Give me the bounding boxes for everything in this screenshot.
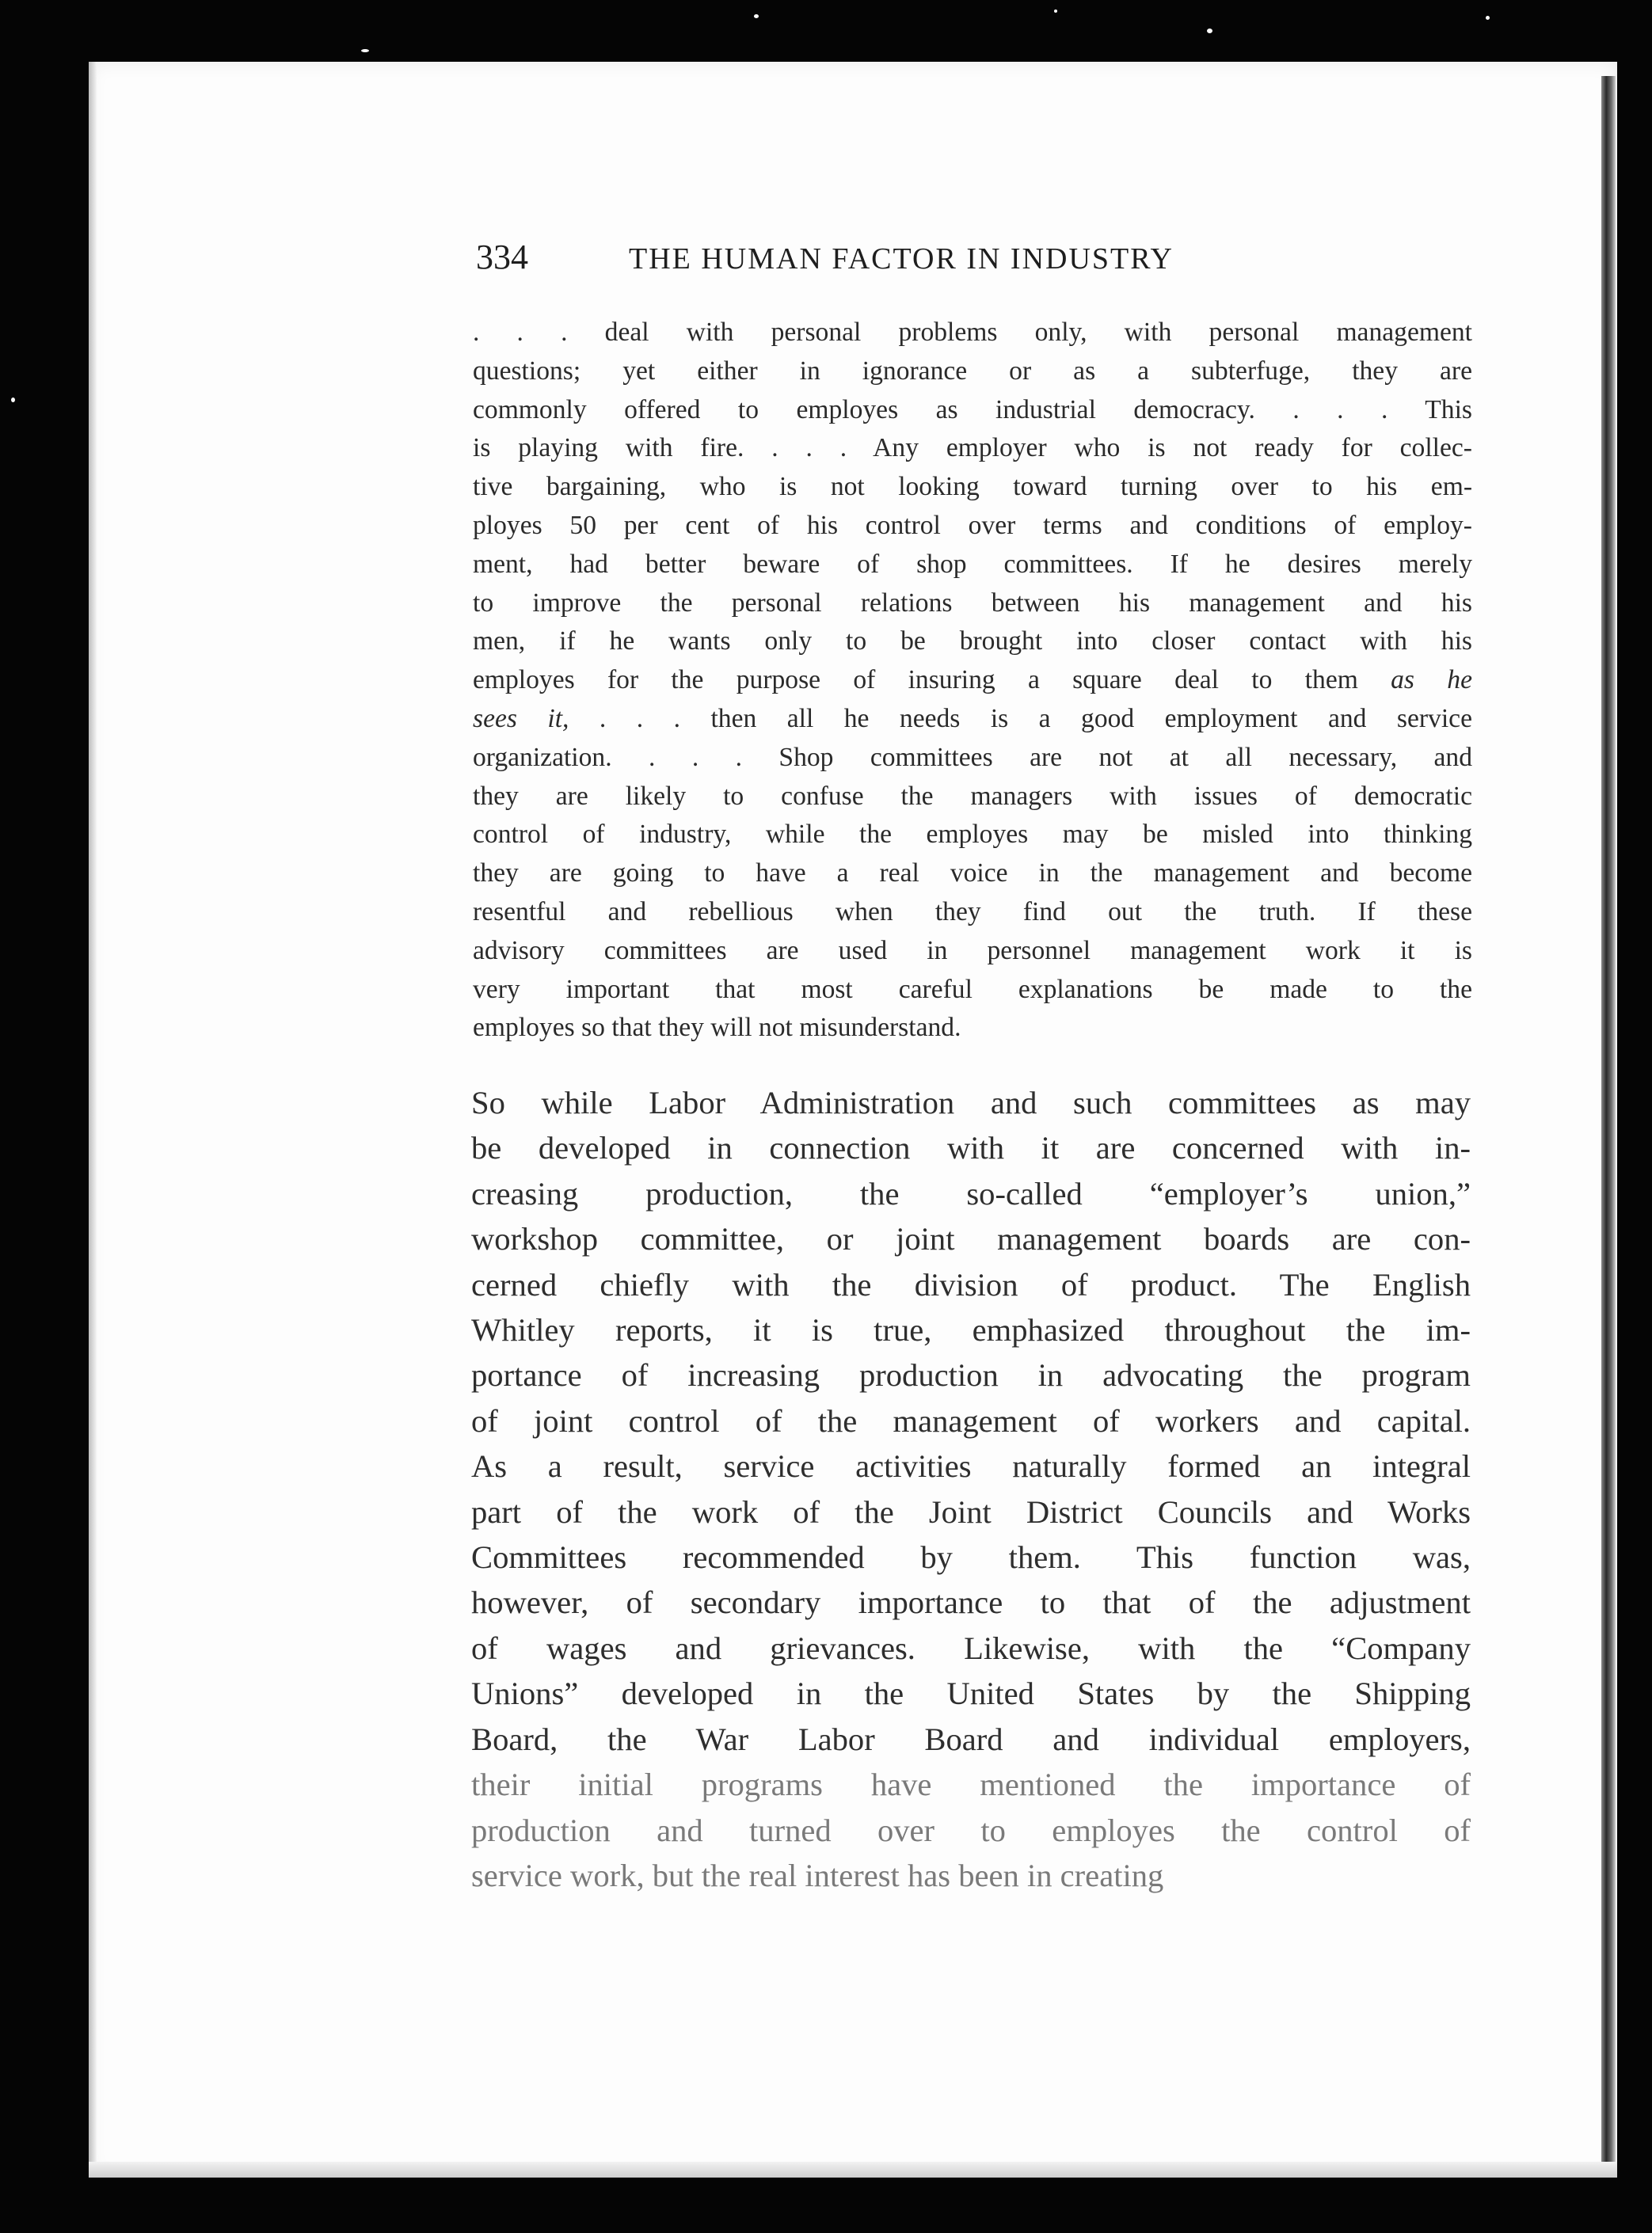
quote-text: resentful and rebellious when they find out the truth. If these — [473, 896, 1472, 926]
quote-line — [473, 622, 1472, 661]
quote-line — [473, 429, 1472, 468]
quote-line — [473, 854, 1472, 893]
body-line: Unions” developed in the United States by the Shipping — [471, 1676, 1471, 1712]
quote-text: organization. . . . Shop committees are not at all necessary, and — [473, 742, 1472, 772]
quote-line — [473, 661, 1472, 700]
quote-line — [473, 700, 1472, 739]
quote-line — [473, 314, 1472, 352]
body-line: Whitley reports, it is true, emphasized throughout the im- — [471, 1312, 1471, 1349]
body-line: creasing production, the so-called “employer’s union,” — [471, 1175, 1471, 1212]
quote-line — [473, 778, 1472, 816]
quote-line — [473, 352, 1472, 391]
quote-text: advisory committees are used in personnel management work it is — [473, 935, 1472, 965]
quote-text: . . . then all he needs is a good employment and service — [569, 703, 1472, 733]
body-line: Board, the War Labor Board and individual employers, — [471, 1721, 1471, 1757]
page-left-edge — [89, 62, 97, 2178]
running-head-title: THE HUMAN FACTOR IN INDUSTRY — [629, 242, 1174, 276]
body-line: service work, but the real interest has been in creating — [471, 1857, 1164, 1893]
quote-text: commonly offered to employes as industrial democracy. . . . This — [473, 394, 1472, 424]
page-bottom-edge — [89, 2162, 1617, 2178]
quote-line — [473, 507, 1472, 546]
quote-text: tive bargaining, who is not looking toward turning over to his em- — [473, 472, 1472, 502]
quote-text: . . . deal with personal problems only, with personal management — [473, 318, 1472, 347]
body-line: of joint control of the management of workers and capital. — [471, 1402, 1471, 1439]
scan-speck — [361, 49, 369, 52]
page-right-edge-shadow — [1601, 76, 1616, 2166]
quote-text: control of industry, while the employes may be misled into thinking — [473, 820, 1472, 850]
quote-text: employes for the purpose of insuring a square deal to them — [473, 665, 1391, 695]
quote-line — [473, 1009, 1472, 1048]
quote-text: as he — [1391, 665, 1472, 695]
quote-text: employes so that they will not misunderstand. — [473, 1013, 961, 1043]
quote-text: very important that most careful explanations be made to the — [473, 974, 1472, 1004]
quote-text: questions; yet either in ignorance or as a subterfuge, they are — [473, 356, 1472, 386]
quote-text: ment, had better beware of shop committees. If he desires merely — [473, 549, 1472, 579]
quote-line — [473, 893, 1472, 932]
body-line: As a result, service activities naturally formed an integral — [471, 1448, 1471, 1485]
body-paragraph — [471, 1080, 1471, 1898]
quote-text: is playing with fire. . . . Any employer who is not ready for collec- — [473, 433, 1472, 463]
quote-line — [473, 739, 1472, 778]
quote-line — [473, 932, 1472, 971]
quote-line — [473, 468, 1472, 507]
body-line: part of the work of the Joint District Councils and Works — [471, 1493, 1471, 1530]
scan-speck — [1054, 10, 1057, 13]
scan-speck — [1486, 16, 1490, 20]
body-line: of wages and grievances. Likewise, with the “Company — [471, 1630, 1471, 1666]
body-line: however, of secondary importance to that of the adjustment — [471, 1584, 1471, 1621]
body-line: workshop committee, or joint management boards are con- — [471, 1221, 1471, 1257]
body-line: So while Labor Administration and such committees as may — [471, 1085, 1471, 1120]
page-number: 334 — [476, 238, 528, 276]
body-line: their initial programs have mentioned the importance of — [471, 1767, 1471, 1803]
quote-text: they are likely to confuse the managers with issues of democratic — [473, 781, 1472, 811]
quote-line — [473, 584, 1472, 623]
body-line: be developed in connection with it are concerned with in- — [471, 1130, 1471, 1166]
scan-speck — [1207, 29, 1212, 33]
body-line: portance of increasing production in advocating the program — [471, 1357, 1471, 1394]
quote-text: sees it, — [473, 703, 569, 733]
block-quotation — [473, 314, 1472, 1048]
quote-line — [473, 391, 1472, 430]
quote-text: they are going to have a real voice in the management and become — [473, 858, 1472, 888]
quote-text: to improve the personal relations between his management and his — [473, 588, 1472, 618]
scan-speck — [754, 14, 759, 18]
running-header — [476, 235, 1322, 283]
body-line: Committees recommended by them. This function was, — [471, 1539, 1471, 1576]
quote-line — [473, 971, 1472, 1010]
quote-line — [473, 816, 1472, 854]
body-line: production and turned over to employes the control of — [471, 1812, 1471, 1848]
scan-speck — [11, 398, 15, 402]
body-line: cerned chiefly with the division of product. The English — [471, 1266, 1471, 1303]
quote-line — [473, 546, 1472, 584]
quote-text: ployes 50 per cent of his control over terms and conditions of employ- — [473, 510, 1472, 540]
quote-text: men, if he wants only to be brought into closer contact with his — [473, 626, 1472, 656]
